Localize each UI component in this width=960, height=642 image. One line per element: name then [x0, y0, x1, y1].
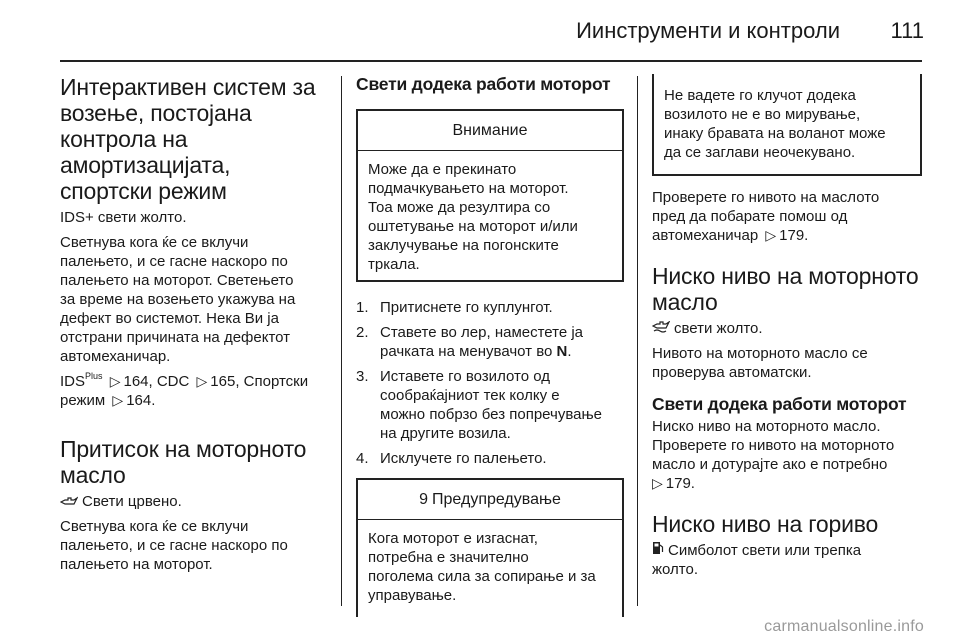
oil-level-icon — [652, 319, 670, 338]
low-oil-running-text: Ниско ниво на моторното масло. Проверете го нивото на моторното масло и дотурајте ако е потребно ▷ 179. — [652, 418, 895, 492]
oil-pressure-description: Светнува кога ќе се вклучи палењето, и се гасне наскоро по палењето на моторот. — [60, 518, 288, 573]
ids-description: Светнува кога ќе се вклучи палењето, и се гасне наскоро по палењето на моторот. Светењето за време на возењето укажува на дефект во системот. Нека Ви ја отстрани причината на дефектот автомеханичар. — [60, 234, 296, 365]
page-reference-icon: ▷ — [112, 392, 124, 408]
warning-box — [356, 478, 624, 617]
column-1 — [60, 74, 328, 580]
section-heading-low-oil: Ниско ниво на моторното масло — [652, 263, 919, 315]
fuel-pump-icon — [652, 541, 664, 560]
attention-title: Внимание — [358, 111, 622, 151]
attention-text: Може да е прекинато подмачкувањето на моторот. Тоа може да резултира со оштетување на моторот и/или заклучување на погонските тркала. — [368, 161, 578, 273]
oil-can-icon — [60, 492, 78, 511]
continued-box-text: Не вадете го клучот додека возилото не е во мирување, инаку бравата на воланот може да се заглави неочекувано. — [664, 87, 886, 161]
running-header-title: Иинструменти и контроли — [576, 18, 840, 43]
page-reference-icon: ▷ — [652, 475, 663, 491]
warning-icon: 9 — [419, 491, 429, 508]
ids-references: $IDS^{Plus}$ ▷ 164, CDC ▷ 165, Спортски режим ▷ 164. — [60, 371, 309, 409]
list-item: 1. Притиснете го куплунгот. — [356, 299, 553, 316]
section-heading-ids: Интерактивен систем за возење, постојана контрола на амортизацијата, спортски режим — [60, 74, 316, 204]
low-oil-description: Нивото на моторното масло се проверува автоматски. — [652, 345, 868, 381]
page-reference-icon: ▷ — [196, 373, 208, 389]
attention-box — [356, 109, 624, 282]
page-reference-icon: ▷ — [109, 373, 121, 389]
low-fuel-text: Симболот свети или трепка жолто. — [652, 542, 862, 578]
subheading-engine-running-2: Свети додека работи моторот — [652, 394, 907, 414]
column-2 — [356, 74, 624, 617]
oil-pressure-status: Свети црвено. — [60, 492, 328, 511]
continued-box — [652, 74, 922, 176]
header-rule — [60, 60, 922, 62]
page-reference-icon: ▷ — [765, 227, 777, 243]
watermark: carmanualsonline.info — [764, 618, 924, 635]
section-heading-oil-pressure: Притисок на моторното масло — [60, 436, 307, 488]
procedure-steps — [356, 298, 624, 468]
low-oil-status: свети жолто. — [652, 319, 922, 338]
column-divider — [341, 76, 342, 606]
warning-text: Кога моторот е изгаснат, потребна е значително поголема сила за сопирање и за управување. — [368, 530, 596, 604]
list-item: 3. Иставете го возилото од сообраќајниот тек колку е можно побрзо без попречување на другите возила. — [356, 368, 603, 442]
section-heading-low-fuel: Ниско ниво на гориво — [652, 511, 879, 537]
ids-status-text: IDS+ свети жолто. — [60, 209, 187, 226]
page-number: 111 — [890, 18, 924, 43]
subheading-engine-running: Свети додека работи моторот — [356, 74, 611, 94]
warning-title: 9 Предупредување — [358, 480, 622, 520]
column-3 — [652, 74, 922, 585]
column-divider — [637, 76, 638, 606]
check-oil-text: Проверете го нивото на маслото пред да побарате помош од автомеханичар ▷ 179. — [652, 189, 880, 244]
list-item: 4. Исклучете го палењето. — [356, 450, 547, 467]
list-item: 2. Ставете во лер, наместете ја рачката на менувачот во N. — [356, 324, 584, 360]
